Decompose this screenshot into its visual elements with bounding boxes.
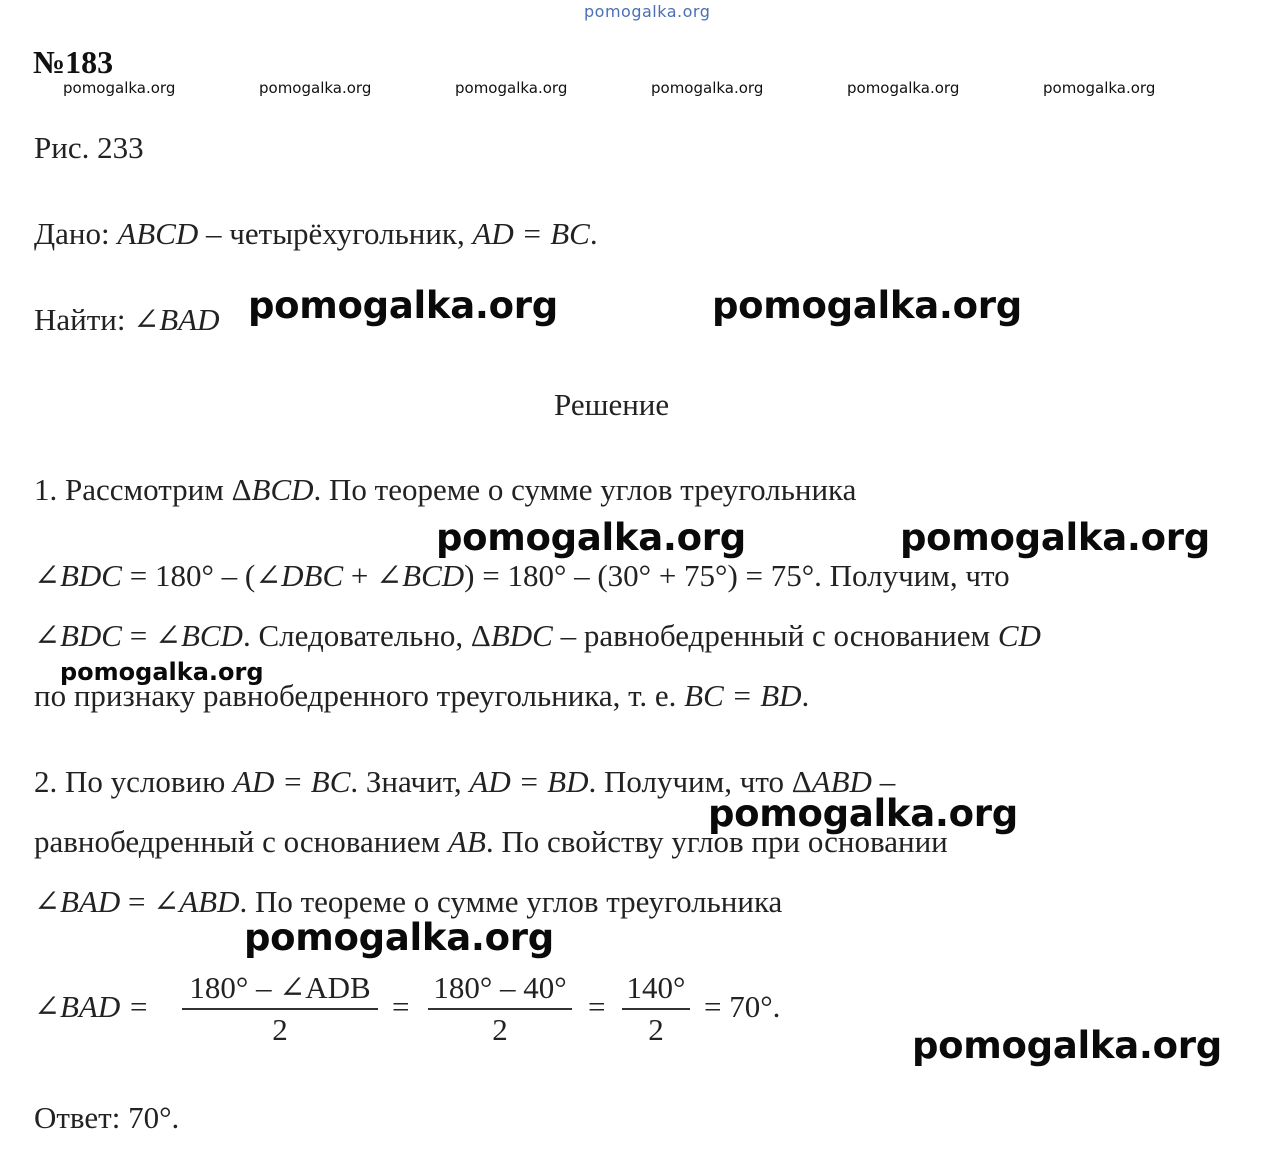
watermark-top: pomogalka.org (584, 2, 711, 21)
text: . Получим, что Δ (588, 764, 812, 799)
text: = (120, 884, 154, 919)
math: BDC (490, 618, 553, 653)
math: AB (448, 824, 486, 859)
math: ∠ABD (153, 884, 240, 919)
text: . По теореме о сумме углов треугольника (313, 472, 857, 507)
text: по признаку равнобедренного треугольника, т. е. (34, 678, 685, 713)
watermark-small: pomogalka.org (455, 79, 568, 97)
find-value: ∠BAD (133, 302, 220, 337)
equals-sign: = (588, 989, 606, 1024)
given-equality: AD = BC (472, 216, 590, 251)
text: – (871, 764, 896, 799)
equation-lhs: ∠BAD = (34, 989, 149, 1024)
text: 2. По условию (34, 764, 234, 799)
math: ∠DBC (255, 558, 344, 593)
answer-label: Ответ: (34, 1100, 121, 1135)
step2-line3 (34, 884, 782, 920)
text: . (801, 678, 810, 713)
text: равнобедренный с основанием (34, 824, 449, 859)
math: ABD (811, 764, 872, 799)
equation-result: = 70°. (704, 989, 781, 1024)
given-line (34, 216, 598, 252)
text: = 180° – ( (121, 558, 256, 593)
problem-number: №183 (33, 44, 114, 80)
watermark-large: pomogalka.org (436, 516, 746, 559)
watermark-medium: pomogalka.org (60, 658, 264, 686)
watermark-small: pomogalka.org (63, 79, 176, 97)
watermark-large: pomogalka.org (912, 1024, 1222, 1067)
math: ∠BCD (154, 618, 243, 653)
math: AD = BD (469, 764, 589, 799)
answer-line (34, 1100, 179, 1136)
watermark-small: pomogalka.org (1043, 79, 1156, 97)
fraction-1 (182, 970, 378, 1050)
watermark-large: pomogalka.org (900, 516, 1210, 559)
find-line (34, 302, 219, 338)
text: . Значит, (350, 764, 470, 799)
find-label: Найти: (34, 302, 126, 337)
watermark-large: pomogalka.org (244, 916, 554, 959)
fraction-2 (428, 970, 572, 1050)
watermark-small: pomogalka.org (259, 79, 372, 97)
fraction-2-numerator: 180° – 40° (428, 970, 572, 1010)
watermark-large: pomogalka.org (712, 284, 1022, 327)
math: ∠BAD (34, 884, 121, 919)
text: = (121, 618, 155, 653)
math: AD = BC (233, 764, 351, 799)
math: ∠BDC (34, 618, 122, 653)
given-label: Дано: (34, 216, 110, 251)
step1-line3 (34, 618, 1041, 654)
fraction-1-numerator: 180° – ∠ADB (182, 970, 378, 1010)
given-text: – четырёхугольник, (198, 216, 473, 251)
figure-reference: Рис. 233 (34, 130, 144, 165)
math: CD (997, 618, 1041, 653)
math: BCD (251, 472, 314, 507)
text: – равнобедренный с основанием (552, 618, 998, 653)
given-period: . (589, 216, 598, 251)
watermark-small: pomogalka.org (651, 79, 764, 97)
equals-sign: = (392, 989, 410, 1024)
text: . По теореме о сумме углов треугольника (239, 884, 783, 919)
step1-line1 (34, 472, 856, 508)
text: 1. Рассмотрим Δ (34, 472, 252, 507)
solution-heading: Решение (554, 387, 670, 422)
watermark-large: pomogalka.org (708, 792, 1018, 835)
math: BC = BD (684, 678, 802, 713)
fraction-3 (622, 970, 690, 1050)
step1-line2 (34, 558, 1010, 594)
math: ∠BCD (376, 558, 465, 593)
watermark-large: pomogalka.org (248, 284, 558, 327)
answer-value: 70°. (128, 1100, 180, 1135)
fraction-3-numerator: 140° (622, 970, 690, 1010)
math: ∠BDC (34, 558, 122, 593)
text: . Следовательно, Δ (242, 618, 491, 653)
text: + (343, 558, 377, 593)
watermark-small: pomogalka.org (847, 79, 960, 97)
fraction-3-denominator: 2 (648, 1012, 664, 1047)
fraction-1-denominator: 2 (272, 1012, 288, 1047)
given-figure: ABCD (117, 216, 199, 251)
fraction-2-denominator: 2 (492, 1012, 508, 1047)
text: . По свойству углов при основании (485, 824, 948, 859)
text: ) = 180° – (30° + 75°) = 75°. Получим, что (464, 558, 1010, 593)
